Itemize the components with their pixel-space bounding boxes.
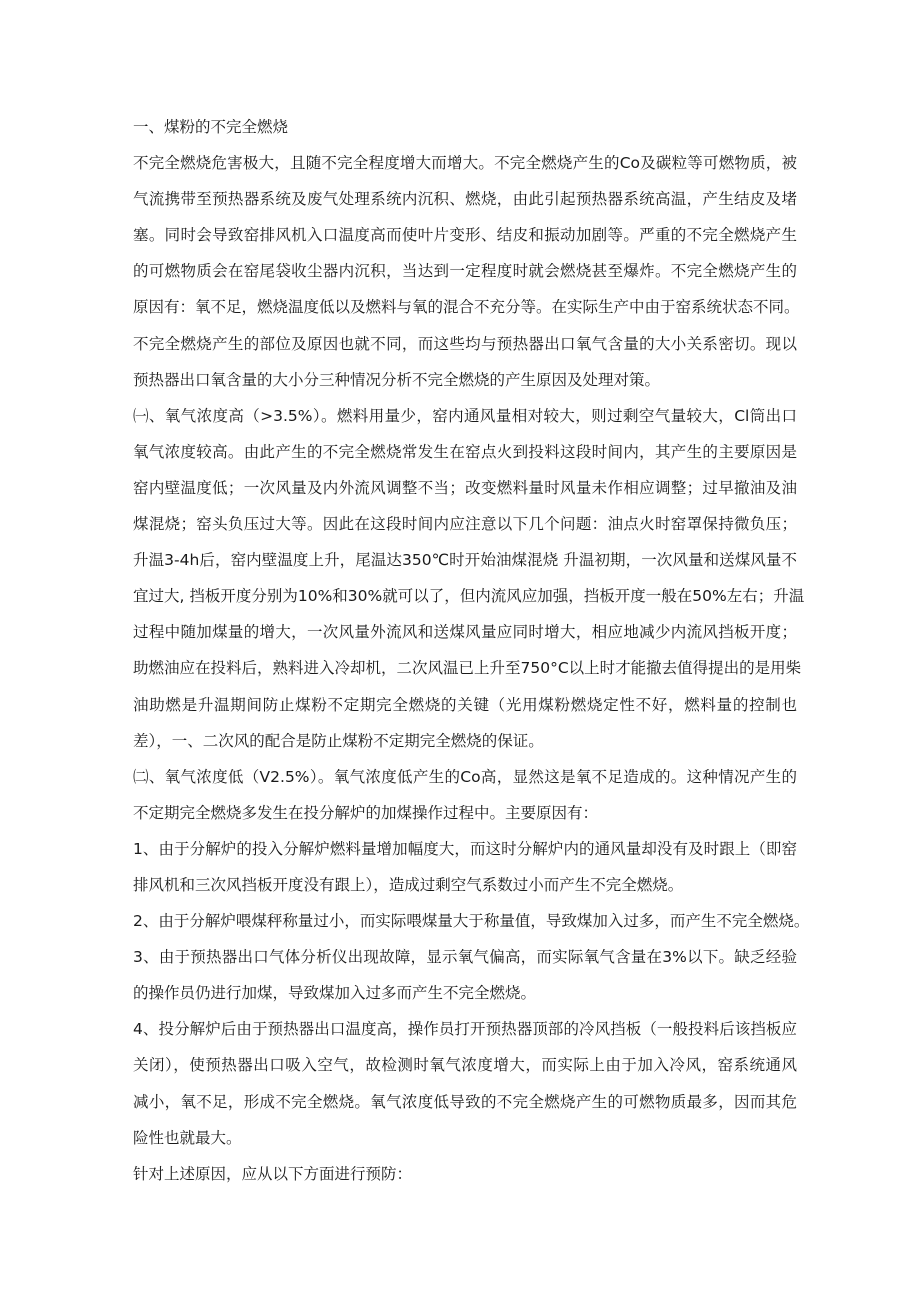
paragraph-line: 的可燃物质会在窑尾袋收尘器内沉积，当达到一定程度时就会燃烧甚至爆炸。不完全燃烧产生的: [133, 262, 797, 281]
paragraph-line: 不完全燃烧危害极大，且随不完全程度增大而增大。不完全燃烧产生的Co及碳粒等可燃物质，被: [133, 154, 797, 173]
paragraph-line: 排风机和三次风挡板开度没有跟上），造成过剩空气系数过小而产生不完全燃烧。: [133, 875, 684, 894]
document-body: [133, 109, 810, 1192]
paragraph-line: 油助燃是升温期间防止煤粉不定期完全燃烧的关键（光用煤粉燃烧定性不好，燃料量的控制也: [133, 695, 797, 714]
paragraph-line: 原因有：氧不足，燃烧温度低以及燃料与氧的混合不充分等。在实际生产中由于窑系统状态不同。: [133, 298, 800, 317]
paragraph-line: 升温3-4h后，窑内壁温度上升，尾温达350℃时开始油煤混烧 升温初期，一次风量和送煤风量不: [133, 551, 797, 570]
paragraph-line: 的操作员仍进行加煤，导致煤加入过多而产生不完全燃烧。: [133, 984, 537, 1003]
paragraph-line: 预热器出口氧含量的大小分三种情况分析不完全燃烧的产生原因及处理对策。: [133, 370, 661, 389]
paragraph-line: 窑内壁温度低；一次风量及内外流风调整不当；改变燃料量时风量未作相应调整；过早撤油及油: [133, 478, 797, 497]
paragraph-line: ㈠、氧气浓度高（>3.5%）。燃料用量少，窑内通风量相对较大，则过剩空气量较大，Cl筒出口: [133, 406, 797, 425]
paragraph-line: 塞。同时会导致窑排风机入口温度高而使叶片变形、结皮和振动加剧等。严重的不完全燃烧产生: [133, 226, 797, 245]
paragraph-line: 宜过大, 挡板开度分别为10%和30%就可以了，但内流风应加强，挡板开度一般在50%左右；升温: [133, 587, 805, 606]
section-heading: 一、煤粉的不完全燃烧: [133, 118, 289, 136]
paragraph-line: 针对上述原因，应从以下方面进行预防：: [133, 1164, 413, 1183]
paragraph-line: 4、投分解炉后由于预热器出口温度高，操作员打开预热器顶部的冷风挡板（一般投料后该挡板应: [133, 1020, 797, 1039]
paragraph-line: 不完全燃烧产生的部位及原因也就不同，而这些均与预热器出口氧气含量的大小关系密切。现以: [133, 334, 797, 353]
paragraph-line: 2、由于分解炉喂煤秤称量过小，而实际喂煤量大于称量值，导致煤加入过多，而产生不完全燃烧。: [133, 912, 810, 931]
paragraph-line: 1、由于分解炉的投入分解炉燃料量增加幅度大，而这时分解炉内的通风量却没有及时跟上（即窑: [133, 839, 797, 858]
paragraph-line: 氧气浓度较高。由此产生的不完全燃烧常发生在窑点火到投料这段时间内，其产生的主要原因是: [133, 442, 797, 461]
paragraph-line: 助燃油应在投料后，熟料进入冷却机，二次风温已上升至750°C以上时才能撤去值得提出的是用柴: [133, 659, 802, 678]
paragraph-line: 减小，氧不足，形成不完全燃烧。氧气浓度低导致的不完全燃烧产生的可燃物质最多，因而其危: [133, 1092, 797, 1111]
paragraph-line: ㈡、氧气浓度低（V2.5%）。氧气浓度低产生的Co高，显然这是氧不足造成的。这种情况产生的: [133, 767, 797, 786]
paragraph-line: 过程中随加煤量的增大，一次风量外流风和送煤风量应同时增大，相应地减少内流风挡板开度；: [133, 623, 797, 642]
paragraph-line: 关闭），使预热器出口吸入空气，故检测时氧气浓度增大，而实际上由于加入冷风，窑系统通风: [133, 1056, 797, 1075]
paragraph-line: 气流携带至预热器系统及废气处理系统内沉积、燃烧，由此引起预热器系统高温，产生结皮及堵: [133, 190, 797, 209]
paragraph-line: 3、由于预热器出口气体分析仪出现故障，显示氧气偏高，而实际氧气含量在3%以下。缺乏经验: [133, 948, 797, 967]
paragraph-line: 险性也就最大。: [133, 1128, 242, 1147]
paragraph-line: 差），一、二次风的配合是防止煤粉不定期完全燃烧的保证。: [133, 731, 544, 750]
paragraph-line: 不定期完全燃烧多发生在投分解炉的加煤操作过程中。主要原因有：: [133, 803, 599, 822]
paragraph-line: 煤混烧；窑头负压过大等。因此在这段时间内应注意以下几个问题：油点火时窑罩保持微负压；: [133, 515, 797, 534]
